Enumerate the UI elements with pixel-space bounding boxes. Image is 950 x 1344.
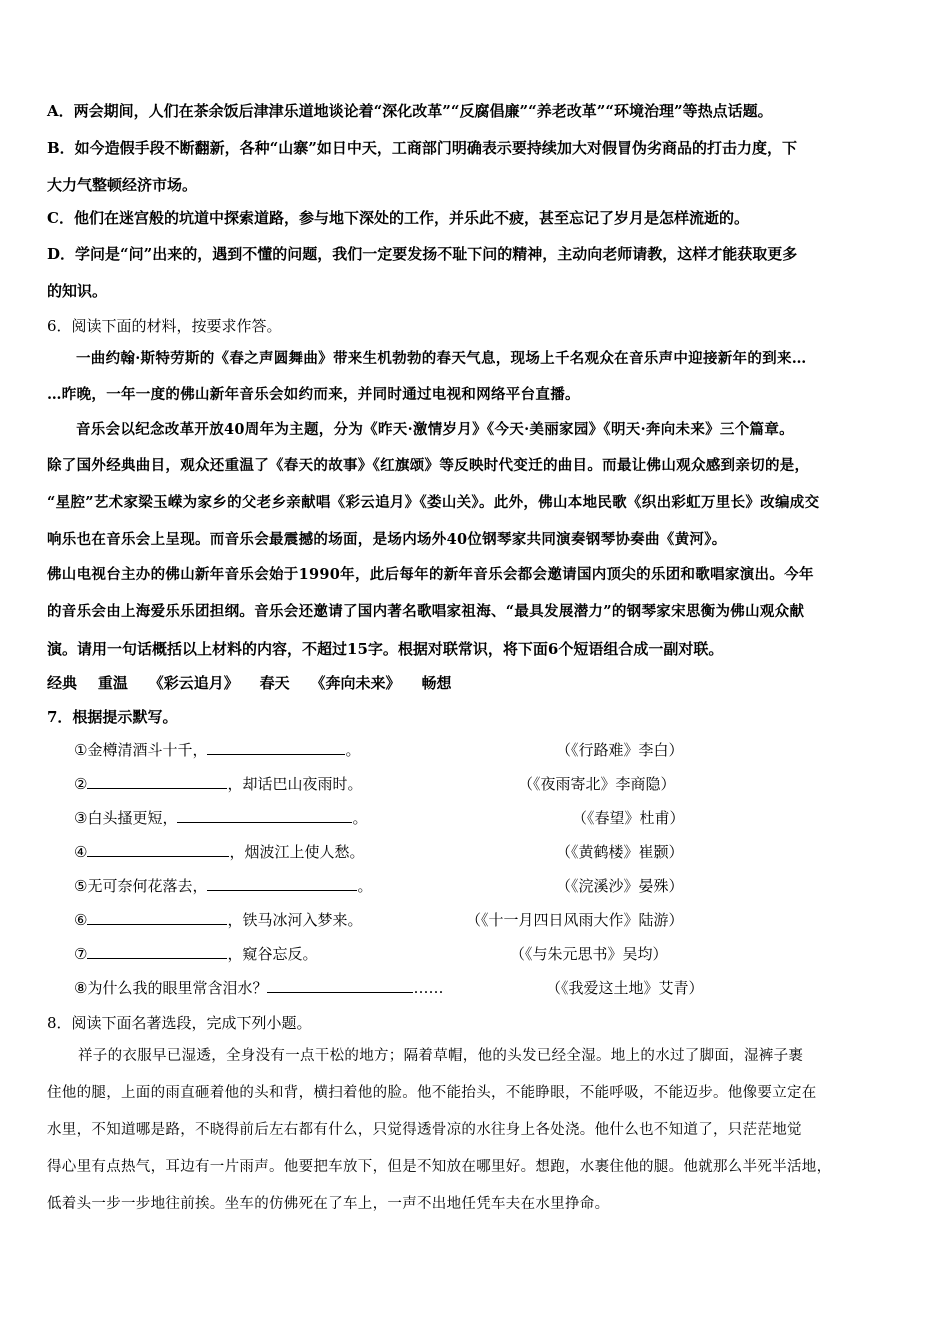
q8-passage-line2: 住他的腿，上面的雨直砸着他的头和背，横扫着他的脸。他不能抬头，不能睁眼，不能呼吸，不能迈步。他像要立定在 (47, 1085, 817, 1101)
q7-item-3-blank[interactable] (177, 808, 352, 823)
q7-item-2-blank[interactable] (87, 774, 227, 789)
q7-item-6-post: ，铁马冰河入梦来。 (227, 911, 363, 929)
q7-item-6-source: （《十一月四日风雨大作》陆游） (466, 911, 684, 929)
q7-item-4-pre: ④ (74, 843, 88, 861)
q7-item-4-blank[interactable] (87, 842, 229, 857)
q7-item-8-pre: ⑧为什么我的眼里常含泪水？ (74, 979, 268, 997)
q7-item-4-source: （《黄鹤楼》崔颢） (556, 843, 684, 861)
q7-item-3 (74, 808, 367, 828)
option-a: A．两会期间，人们在茶余饭后津津乐道地谈论着“深化改革”“反腐倡廉”“养老改革”“环境治理”等热点话题。 (47, 102, 773, 120)
option-c: C．他们在迷宫般的坑道中探索道路，参与地下深处的工作，并乐此不疲，甚至忘记了岁月是怎样流逝的。 (47, 209, 749, 227)
q7-item-7-post: ，窥谷忘反。 (227, 945, 318, 963)
q6-para2-line1: 音乐会以纪念改革开放40周年为主题，分为《昨天·激情岁月》《今天·美丽家园》《明天·奔向未来》三个篇章。 (76, 421, 794, 438)
q7-item-1 (74, 740, 360, 760)
q7-item-7-blank[interactable] (87, 944, 227, 959)
q6-para2-line2: 除了国外经典曲目，观众还重温了《春天的故事》《红旗颂》等反映时代变迁的曲目。而最让佛山观众感到亲切的是， (47, 457, 810, 474)
q7-item-4 (74, 842, 364, 862)
q7-item-6-pre: ⑥ (74, 911, 88, 929)
option-b-line1: B．如今造假手段不断翻新，各种“山寨”如日中天，工商部门明确表示要持续加大对假冒伪劣商品的打击力度，下 (47, 139, 797, 157)
q6-para3-line2: 的音乐会由上海爱乐乐团担纲。音乐会还邀请了国内著名歌唱家祖海、“最具发展潜力”的钢琴家宋思衡为佛山观众献 (47, 603, 805, 620)
q7-item-1-pre: ①金樽清酒斗十千， (74, 741, 208, 759)
q7-item-5-pre: ⑤无可奈何花落去， (74, 877, 208, 895)
q7-item-1-blank[interactable] (207, 740, 345, 755)
q8-heading: 8．阅读下面名著选段，完成下列小题。 (47, 1014, 312, 1032)
q8-passage-line1: 祥子的衣服早已湿透，全身没有一点干松的地方；隔着草帽，他的头发已经全湿。地上的水过了脚面，湿裤子裹 (78, 1048, 804, 1064)
q7-item-5-post: 。 (357, 877, 373, 895)
q7-item-6-blank[interactable] (87, 910, 227, 925)
q6-para1-line2: …昨晚，一年一度的佛山新年音乐会如约而来，并同时通过电视和网络平台直播。 (47, 386, 580, 403)
q7-item-1-post: 。 (345, 741, 361, 759)
q7-item-8 (74, 978, 443, 998)
option-d-line1: D．学问是“问”出来的，遇到不懂的问题，我们一定要发扬不耻下问的精神，主动向老师请教，这样才能获取更多 (47, 245, 798, 263)
q7-item-2-pre: ② (74, 775, 88, 793)
q7-item-1-source: （《行路难》李白） (556, 741, 684, 759)
q6-para1-line1: 一曲约翰·斯特劳斯的《春之声圆舞曲》带来生机勃勃的春天气息，现场上千名观众在音乐声中迎接新年的到来… (76, 350, 807, 367)
option-b-line2: 大力气整顿经济市场。 (47, 176, 198, 194)
q6-phrases: 经典 重温 《彩云追月》 春天 《奔向未来》 畅想 (47, 674, 452, 692)
q7-item-2 (74, 774, 362, 794)
option-d-line2: 的知识。 (47, 282, 108, 300)
q7-item-5-source: （《浣溪沙》晏殊） (556, 877, 684, 895)
q7-item-5-blank[interactable] (207, 876, 357, 891)
q8-passage-line5: 低着头一步一步地往前挨。坐车的仿佛死在了车上，一声不出地任凭车夫在水里挣命。 (47, 1196, 610, 1212)
q6-para2-line3: “星腔”艺术家梁玉嵘为家乡的父老乡亲献唱《彩云追月》《娄山关》。此外，佛山本地民歌《织出彩虹万里长》改编成交 (47, 494, 820, 511)
q7-item-3-post: 。 (352, 809, 368, 827)
q7-item-5 (74, 876, 372, 896)
q7-item-8-source: （《我爱这土地》艾青） (546, 979, 704, 997)
q6-para3-line1: 佛山电视台主办的佛山新年音乐会始于1990年，此后每年的新年音乐会都会邀请国内顶尖的乐团和歌唱家演出。今年 (47, 566, 814, 583)
q7-item-4-post: ，烟波江上使人愁。 (229, 843, 365, 861)
q7-item-2-post: ，却话巴山夜雨时。 (227, 775, 363, 793)
q7-item-7-source: （《与朱元思书》吴均） (510, 945, 668, 963)
q8-passage-line3: 水里，不知道哪是路，不晓得前后左右都有什么，只觉得透骨凉的水往身上各处浇。他什么也不知道了，只茫茫地觉 (47, 1122, 802, 1138)
q7-item-6 (74, 910, 362, 930)
q7-item-7 (74, 944, 317, 964)
q7-item-3-source: （《春望》杜甫） (572, 809, 685, 827)
q7-item-3-pre: ③白头搔更短， (74, 809, 178, 827)
q6-heading: 6．阅读下面的材料，按要求作答。 (47, 317, 282, 335)
q7-item-8-post: …… (413, 979, 444, 997)
q6-para2-line4: 响乐也在音乐会上呈现。而音乐会最震撼的场面，是场内场外40位钢琴家共同演奏钢琴协奏曲《黄河》。 (47, 531, 727, 548)
q7-item-7-pre: ⑦ (74, 945, 88, 963)
q8-passage-line4: 得心里有点热气，耳边有一片雨声。他要把车放下，但是不知放在哪里好。想跑，水裹住他的腿。他就那么半死半活地， (47, 1159, 832, 1175)
q7-heading: 7．根据提示默写。 (47, 708, 178, 726)
q7-item-2-source: （《夜雨寄北》李商隐） (518, 775, 676, 793)
q6-para3-line3: 演。请用一句话概括以上材料的内容，不超过15字。根据对联常识，将下面6个短语组合成一副对联。 (47, 640, 724, 658)
q7-item-8-blank[interactable] (267, 978, 413, 993)
